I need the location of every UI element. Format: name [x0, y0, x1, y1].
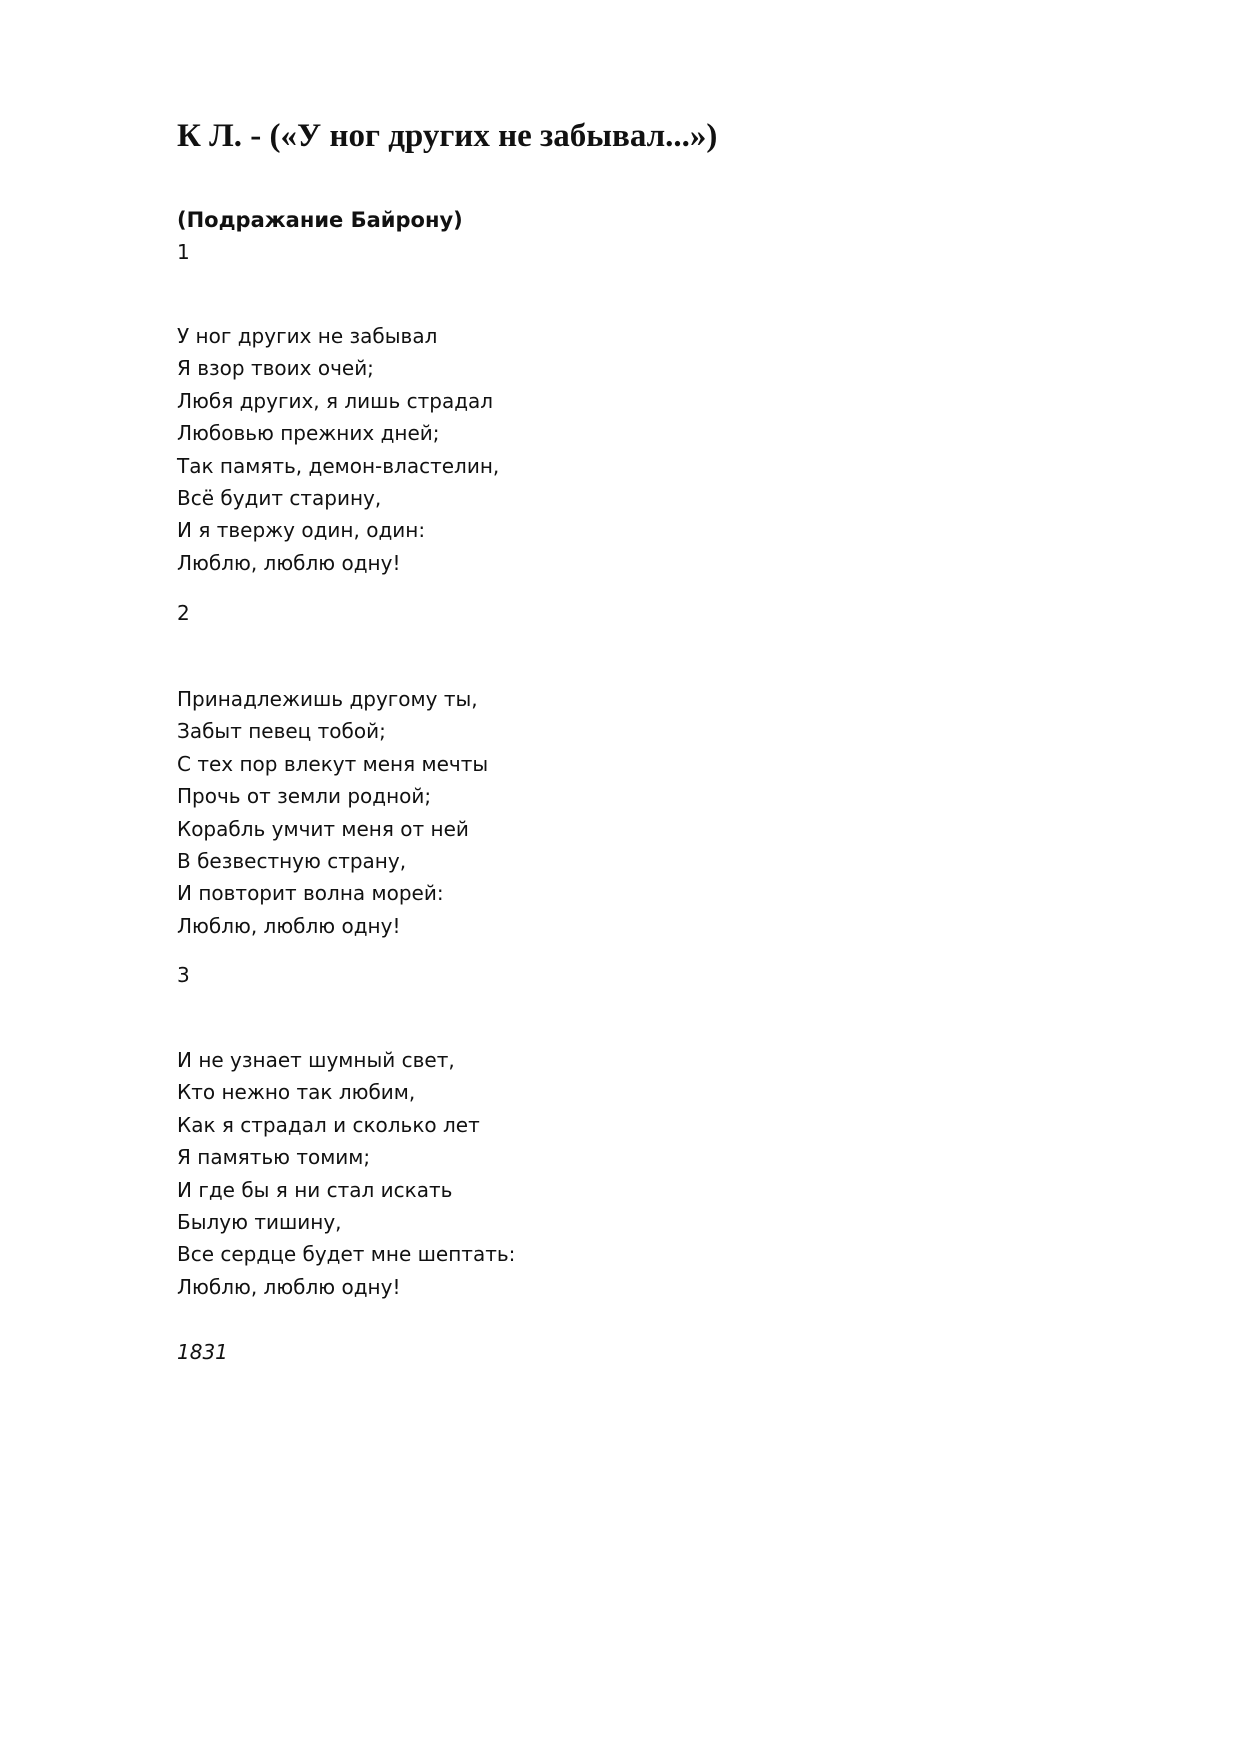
stanza-line: Как я страдал и сколько лет: [177, 1112, 480, 1137]
stanza-3: [177, 1044, 515, 1303]
stanza-line: Прочь от земли родной;: [177, 784, 432, 809]
poem-title: К Л. - («У ног других не забывал...»): [177, 118, 718, 154]
stanza-line: Принадлежишь другому ты,: [177, 687, 478, 711]
stanza-2: [177, 683, 488, 942]
poem-subtitle: (Подражание Байрону): [177, 208, 463, 232]
poem-date: 1831: [177, 1340, 228, 1364]
stanza-line: Я памятью томим;: [177, 1145, 371, 1170]
stanza-line: И я твержу один, один:: [177, 518, 426, 543]
stanza-line: Я взор твоих очей;: [177, 356, 374, 381]
stanza-line: Любовью прежних дней;: [177, 421, 440, 446]
stanza-line: Былую тишину,: [177, 1209, 342, 1234]
stanza-line: Люблю, люблю одну!: [177, 550, 401, 575]
stanza-line: Любя других, я лишь страдал: [177, 388, 494, 413]
stanza-line: Люблю, люблю одну!: [177, 913, 401, 938]
stanza-number-1: 1: [177, 240, 190, 264]
stanza-line: У ног других не забывал: [177, 324, 438, 348]
stanza-line: И повторит волна морей:: [177, 881, 444, 906]
stanza-line: С тех пор влекут меня мечты: [177, 751, 489, 776]
stanza-line: Корабль умчит меня от ней: [177, 816, 469, 841]
stanza-1: [177, 320, 499, 579]
stanza-line: Все сердце будет мне шептать:: [177, 1242, 516, 1267]
stanza-line: Так память, демон-властелин,: [177, 453, 500, 478]
stanza-number-3: 3: [177, 963, 190, 987]
stanza-line: Забыт певец тобой;: [177, 719, 386, 744]
stanza-line: Всё будит старину,: [177, 485, 382, 510]
stanza-number-2: 2: [177, 601, 190, 625]
stanza-line: И где бы я ни стал искать: [177, 1177, 453, 1202]
stanza-line: Люблю, люблю одну!: [177, 1274, 401, 1299]
stanza-line: Кто нежно так любим,: [177, 1080, 416, 1105]
stanza-line: И не узнает шумный свет,: [177, 1048, 455, 1072]
stanza-line: В безвестную страну,: [177, 848, 407, 873]
